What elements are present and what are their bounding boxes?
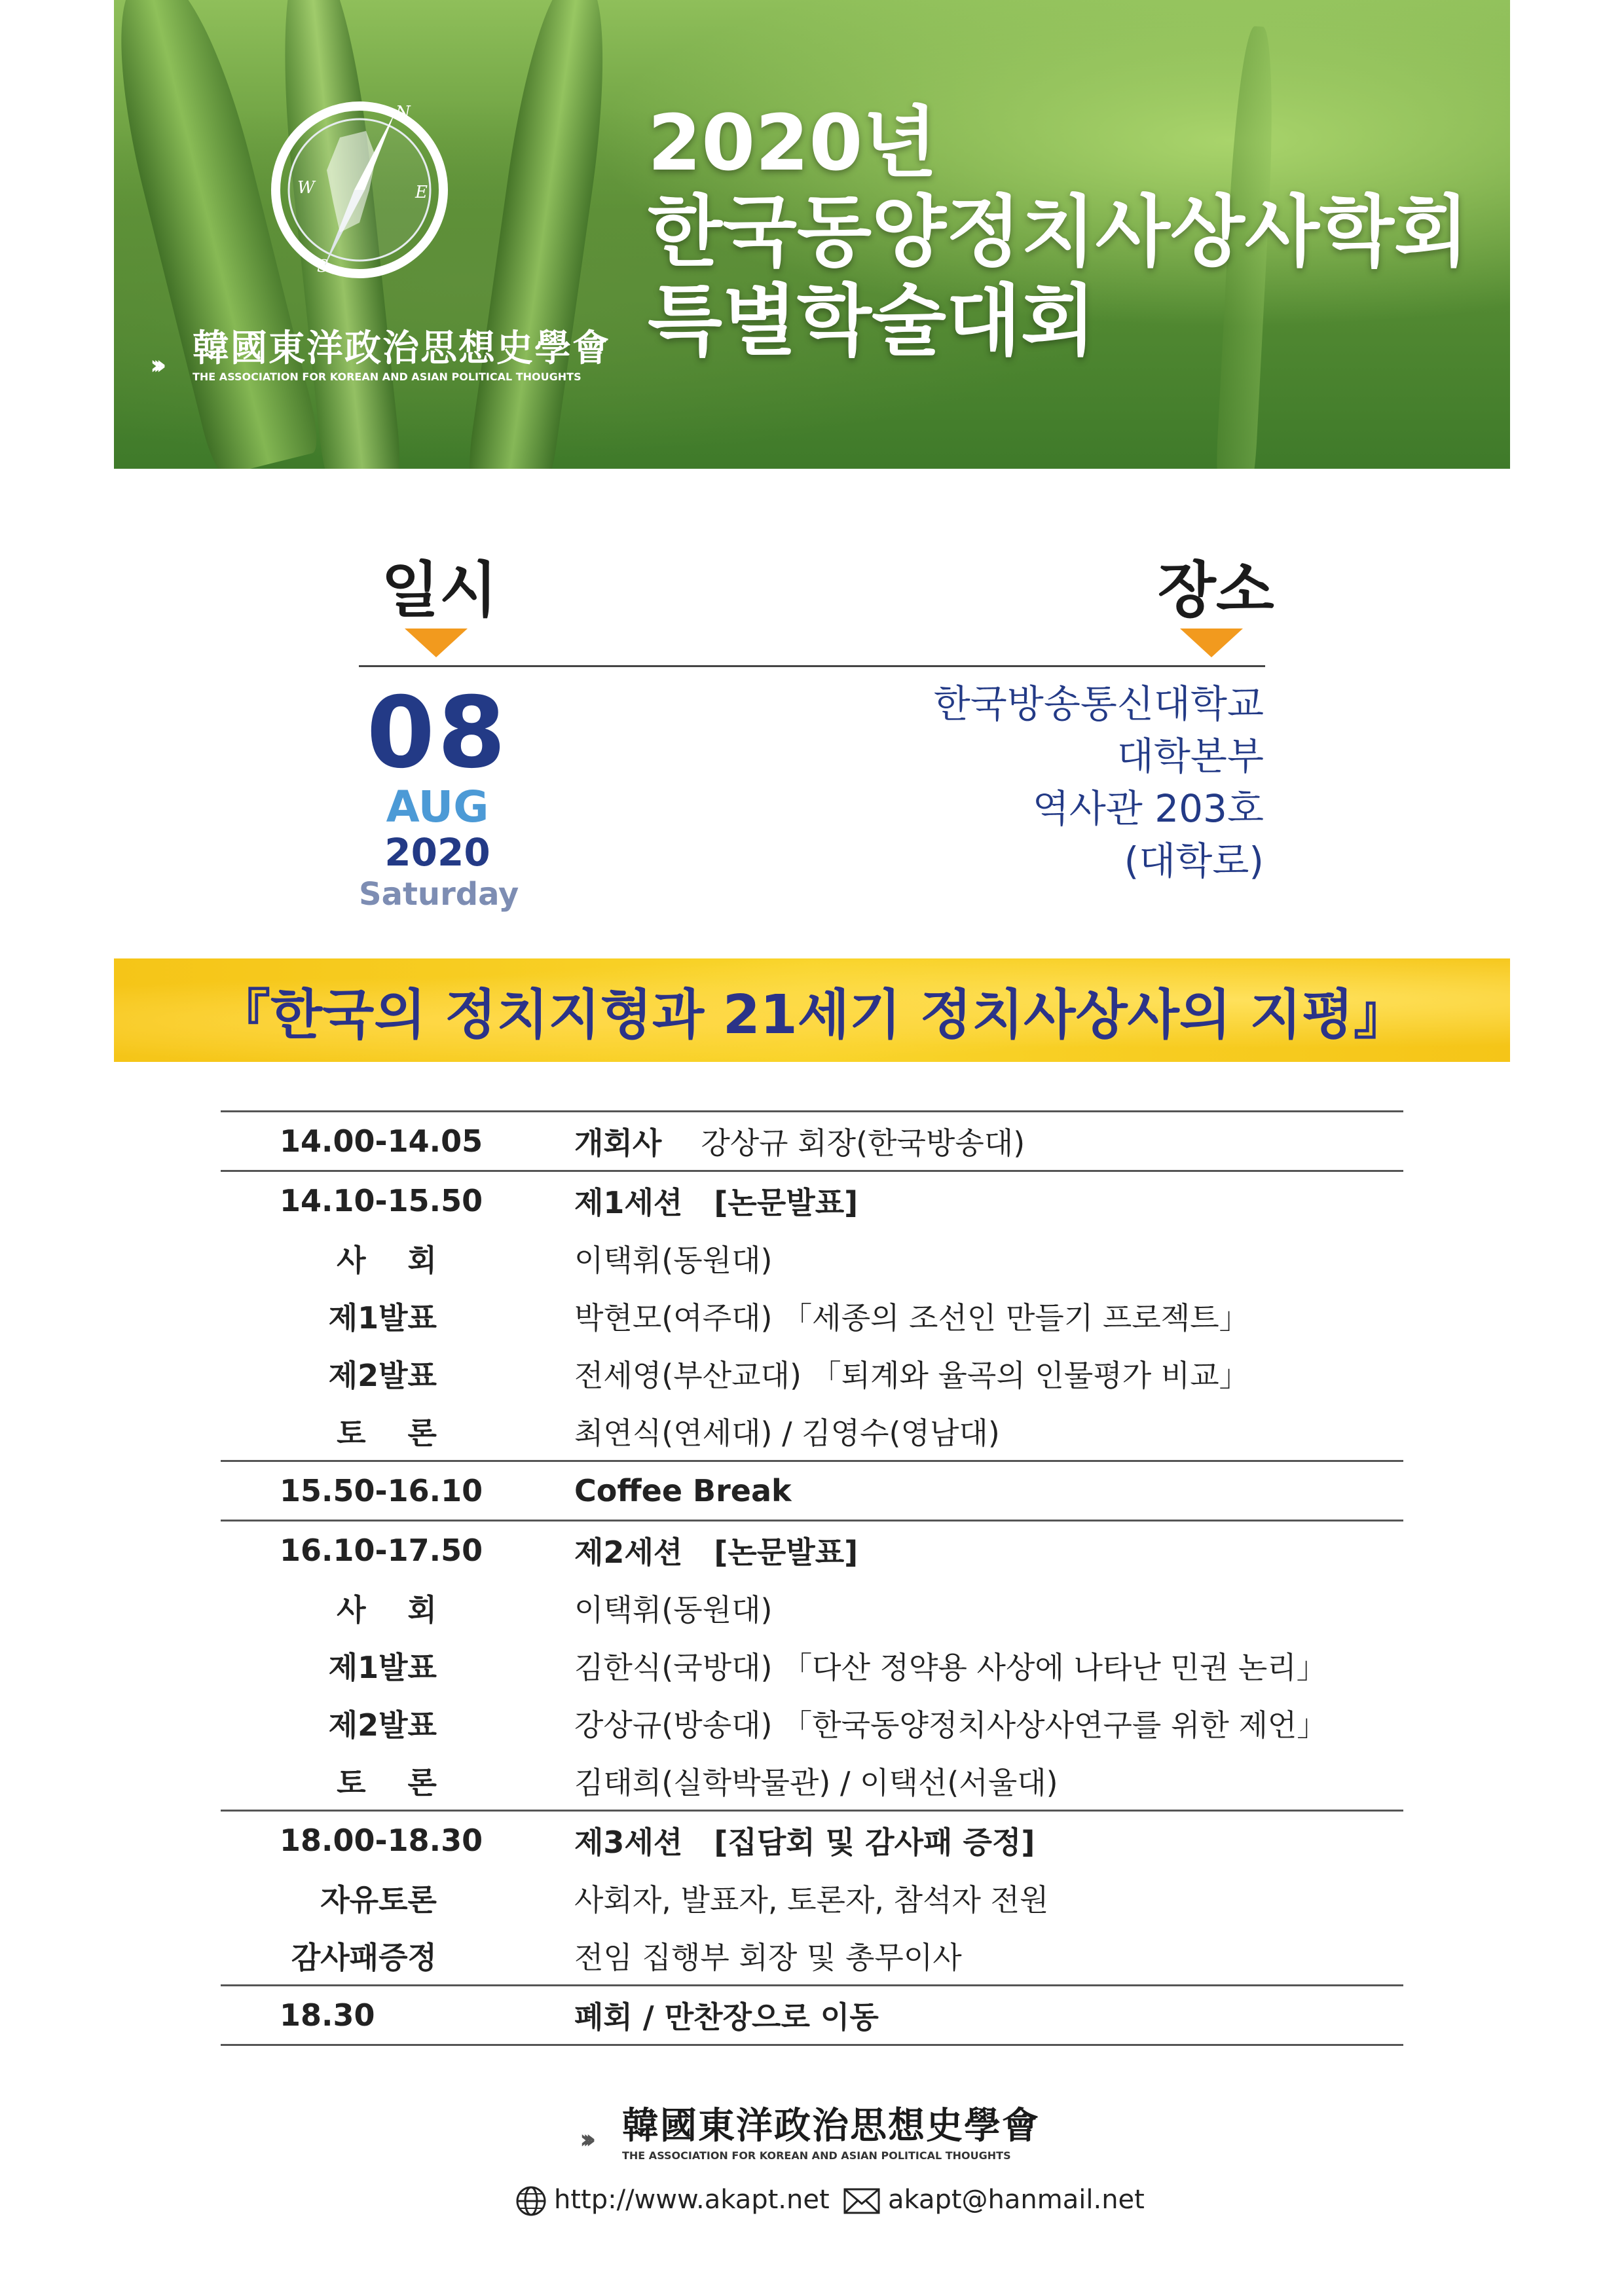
footer-logo-english: THE ASSOCIATION FOR KOREAN AND ASIAN POLITICAL THOUGHTS — [622, 2149, 1011, 2162]
schedule-title: 제3세션 [집담회 및 감사패 증정] — [574, 1825, 1035, 1860]
schedule-group — [221, 1170, 1403, 1460]
schedule-row — [221, 1230, 1403, 1287]
footer-logo-hanja: 韓國東洋政治思想史學會 — [622, 2104, 1040, 2147]
schedule-title: 폐회 / 만찬장으로 이동 — [574, 1999, 879, 2035]
schedule-detail — [476, 1294, 1249, 1338]
venue-line-2: 대학본부 — [1116, 734, 1264, 778]
schedule-row — [221, 1927, 1403, 1984]
schedule-row — [221, 1172, 1403, 1230]
schedule-title: Coffee Break — [574, 1473, 792, 1508]
schedule-title: 개회사 — [574, 1125, 662, 1161]
title-line-3: 특별학술대회 — [648, 276, 1096, 366]
schedule-role: 감사패증정 — [291, 1940, 437, 1975]
schedule-group — [221, 1460, 1403, 1520]
schedule-text: 전세영(부산교대) 「퇴계와 율곡의 인물평가 비교」 — [574, 1358, 1249, 1393]
schedule-group — [221, 1110, 1403, 1170]
date-weekday: Saturday — [359, 876, 519, 913]
schedule-detail — [476, 1237, 773, 1280]
page-title — [648, 98, 1499, 365]
date-label: 일시 — [381, 555, 498, 625]
schedule-role: 자유토론 — [320, 1882, 437, 1918]
date-day: 08 — [366, 676, 509, 790]
compass-logo-icon — [261, 92, 458, 288]
theme-banner — [114, 958, 1510, 1062]
schedule-row — [221, 1579, 1403, 1637]
schedule-time: 15.50-16.10 — [280, 1473, 483, 1508]
schedule-row — [221, 1694, 1403, 1752]
schedule-text: 최연식(연세대) / 김영수(영남대) — [574, 1415, 1000, 1451]
email-link[interactable]: akapt@hanmail.net — [888, 2185, 1145, 2215]
theme-title: 『한국의 정치지형과 21세기 정치사상사의 지평』 — [216, 983, 1408, 1046]
compass-e-label: E — [415, 183, 428, 202]
schedule-row — [221, 1112, 1403, 1170]
schedule-row — [221, 1287, 1403, 1345]
schedule-detail — [476, 1819, 1035, 1862]
schedule-text: 이택휘(동원대) — [574, 1592, 773, 1628]
date-month: AUG — [386, 782, 489, 832]
logo-hanja: 韓國東洋政治思想史學會 — [193, 327, 610, 370]
logo-english: THE ASSOCIATION FOR KOREAN AND ASIAN POLITICAL THOUGHTS — [193, 371, 581, 383]
venue-label: 장소 — [1158, 555, 1274, 625]
schedule-group — [221, 1984, 1403, 2046]
envelope-icon — [843, 2188, 880, 2214]
schedule-row — [221, 1462, 1403, 1520]
venue-line-1: 한국방송통신대학교 — [933, 682, 1264, 726]
schedule-role: 제1발표 — [328, 1300, 437, 1336]
schedule-role: 사 회 — [337, 1592, 437, 1628]
schedule-time: 14.00-14.05 — [280, 1123, 483, 1159]
schedule-row — [221, 1637, 1403, 1694]
schedule-text: 강상규 회장(한국방송대) — [701, 1125, 1025, 1161]
schedule-row — [221, 1752, 1403, 1810]
schedule-group — [221, 1520, 1403, 1810]
event-date — [359, 676, 519, 913]
schedule-detail — [476, 1702, 1327, 1745]
schedule-detail — [476, 1473, 792, 1508]
compass-n-label: N — [396, 103, 411, 122]
schedule-row — [221, 1345, 1403, 1402]
venue-address — [819, 678, 1264, 887]
schedule-role: 제2발표 — [328, 1707, 437, 1743]
schedule-time: 18.00-18.30 — [280, 1823, 483, 1858]
schedule-text: 김태희(실학박물관) / 이택선(서울대) — [574, 1765, 1058, 1800]
schedule-row — [221, 1869, 1403, 1927]
date-arrow-icon — [405, 629, 468, 657]
schedule-detail — [476, 1179, 858, 1222]
schedule-text: 김한식(국방대) 「다산 정약용 사상에 나타난 민권 논리」 — [574, 1650, 1327, 1685]
logo-chevron-icon: ››› — [150, 350, 159, 380]
venue-line-3: 역사관 203호 — [1032, 786, 1264, 831]
schedule-text: 박현모(여주대) 「세종의 조선인 만들기 프로젝트」 — [574, 1300, 1249, 1336]
schedule-title: 제1세션 [논문발표] — [574, 1185, 858, 1220]
schedule-title: 제2세션 [논문발표] — [574, 1535, 858, 1570]
schedule-role: 토 론 — [337, 1765, 437, 1800]
schedule-time: 16.10-17.50 — [280, 1533, 483, 1568]
schedule-detail — [476, 1529, 858, 1572]
compass-w-label: W — [297, 178, 315, 198]
schedule-row — [221, 1402, 1403, 1460]
compass-s-label: S — [317, 257, 329, 276]
schedule-detail — [476, 1994, 879, 2037]
schedule-row — [221, 1522, 1403, 1579]
schedule-role: 제2발표 — [328, 1358, 437, 1393]
schedule-role: 사 회 — [337, 1243, 437, 1278]
schedule-text: 강상규(방송대) 「한국동양정치사상사연구를 위한 제언」 — [574, 1707, 1327, 1743]
divider — [359, 665, 1265, 667]
schedule-time: 14.10-15.50 — [280, 1183, 483, 1218]
schedule-table — [221, 1110, 1403, 2046]
header-banner — [114, 0, 1510, 469]
schedule-detail — [476, 1410, 1000, 1453]
schedule-group — [221, 1810, 1403, 1984]
schedule-time: 18.30 — [280, 1997, 375, 2033]
globe-icon — [515, 2185, 547, 2217]
schedule-role: 토 론 — [337, 1415, 437, 1451]
title-line-2: 한국동양정치사상사학회 — [648, 187, 1469, 277]
schedule-row — [221, 1812, 1403, 1869]
schedule-detail — [476, 1352, 1249, 1395]
schedule-detail — [476, 1876, 1048, 1920]
schedule-detail — [476, 1934, 962, 1977]
website-link[interactable]: http://www.akapt.net — [554, 2185, 830, 2215]
venue-arrow-icon — [1180, 629, 1243, 657]
schedule-detail — [476, 1586, 773, 1630]
date-year: 2020 — [384, 830, 490, 875]
schedule-detail — [476, 1120, 1025, 1163]
schedule-text: 이택휘(동원대) — [574, 1243, 773, 1278]
footer-chevron-icon: ››› — [580, 2124, 589, 2155]
title-line-1: 2020년 — [648, 98, 938, 188]
schedule-text: 전임 집행부 회장 및 총무이사 — [574, 1940, 962, 1975]
schedule-detail — [476, 1759, 1058, 1802]
schedule-role: 제1발표 — [328, 1650, 437, 1685]
schedule-detail — [476, 1644, 1327, 1687]
schedule-text: 사회자, 발표자, 토론자, 참석자 전원 — [574, 1882, 1049, 1918]
schedule-row — [221, 1986, 1403, 2044]
venue-line-4: (대학로) — [1124, 839, 1264, 883]
